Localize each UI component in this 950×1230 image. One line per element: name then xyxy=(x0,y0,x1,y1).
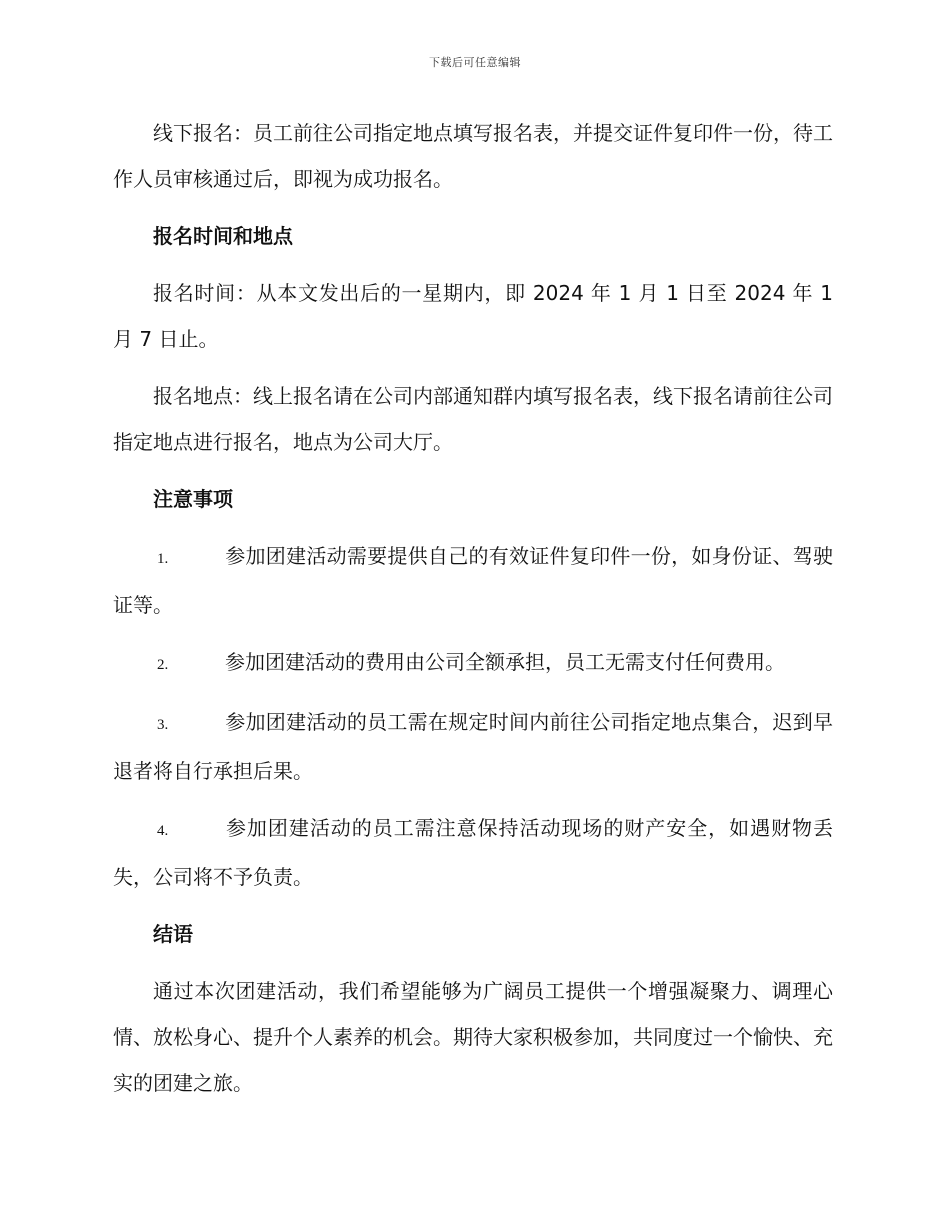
list-item xyxy=(113,639,833,688)
header-note: 下载后可任意编辑 xyxy=(429,56,521,69)
list-number: 1. xyxy=(157,551,169,567)
list-number: 2. xyxy=(157,657,169,673)
list-text: 参加团建活动需要提供自己的有效证件复印件一份，如身份证、驾驶证等。 xyxy=(113,544,833,617)
list-text: 参加团建活动的员工需在规定时间内前往公司指定地点集合，迟到早退者将自行承担后果。 xyxy=(113,710,833,783)
list-item xyxy=(113,699,833,794)
notes-heading: 注意事项 xyxy=(153,487,233,511)
list-item xyxy=(113,805,833,900)
offline-signup-paragraph: 线下报名：员工前往公司指定地点填写报名表，并提交证件复印件一份，待工作人员审核通过后，即视为成功报名。 xyxy=(113,121,833,191)
list-number: 3. xyxy=(157,717,169,733)
time-place-heading: 报名时间和地点 xyxy=(153,224,293,248)
signup-time-paragraph: 报名时间：从本文发出后的一星期内，即 2024 年 1 月 1 日至 2024 年 1 月 7 日止。 xyxy=(113,281,833,351)
list-text: 参加团建活动的员工需注意保持活动现场的财产安全，如遇财物丢失，公司将不予负责。 xyxy=(113,816,833,889)
document-body xyxy=(113,110,833,1106)
conclusion-heading: 结语 xyxy=(153,922,193,946)
list-text: 参加团建活动的费用由公司全额承担，员工无需支付任何费用。 xyxy=(225,650,785,674)
conclusion-paragraph: 通过本次团建活动，我们希望能够为广阔员工提供一个增强凝聚力、调理心情、放松身心、提升个人素养的机会。期待大家积极参加，共同度过一个愉快、充实的团建之旅。 xyxy=(113,979,833,1095)
list-item xyxy=(113,533,833,628)
list-number: 4. xyxy=(157,823,169,839)
signup-place-paragraph: 报名地点：线上报名请在公司内部通知群内填写报名表，线下报名请前往公司指定地点进行报名，地点为公司大厅。 xyxy=(113,384,833,454)
